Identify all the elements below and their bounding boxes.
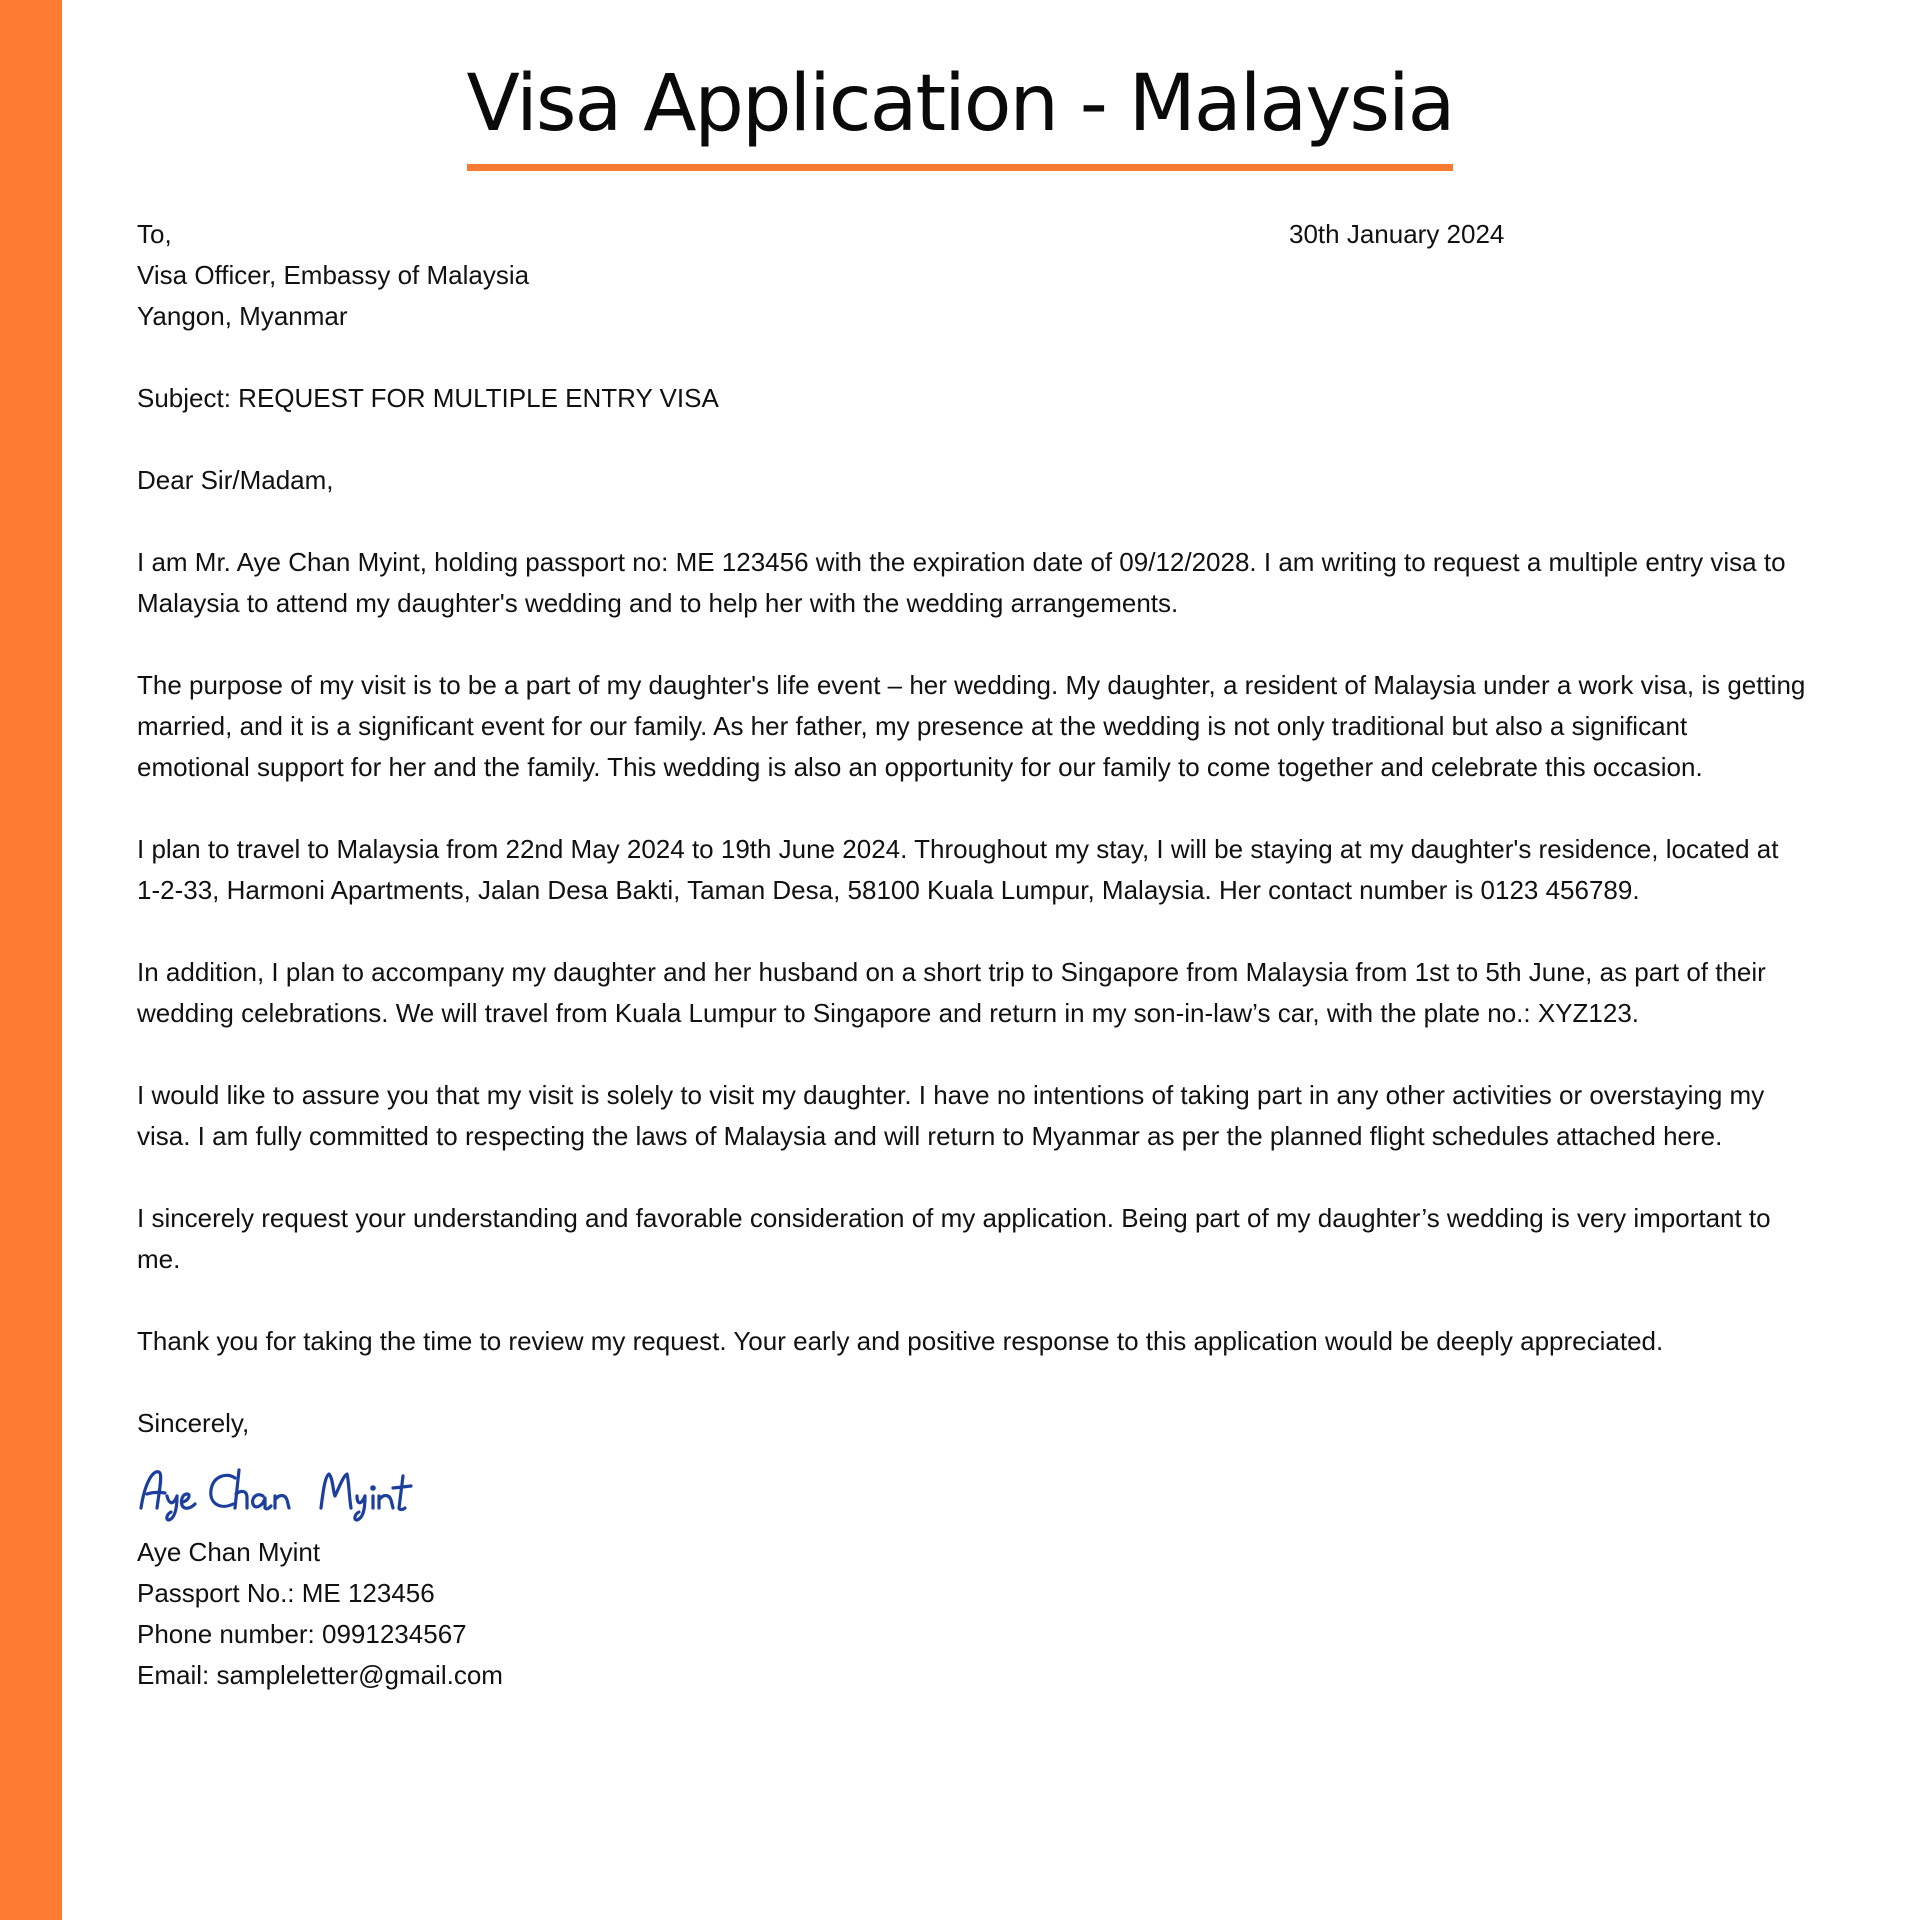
title-container — [0, 52, 1920, 171]
salutation: Dear Sir/Madam, — [137, 465, 334, 495]
paragraph-5: I would like to assure you that my visit is solely to visit my daughter. I have no intentions of taking part in any other activities or overstaying my visa. I am fully committed to respecting the laws of Malaysia and will return to Myanmar as per the planned flight schedules attached here. — [137, 1080, 1765, 1151]
recipient-to: To, — [137, 219, 172, 249]
paragraph-1: I am Mr. Aye Chan Myint, holding passport no: ME 123456 with the expiration date of 09/12/2028. I am writing to request a multiple entry visa to Malaysia to attend my daughter's wedding and to help her with the wedding arrangements. — [137, 547, 1786, 618]
paragraph-4: In addition, I plan to accompany my daughter and her husband on a short trip to Singapore from Malaysia from 1st to 5th June, as part of their wedding celebrations. We will travel from Kuala Lumpur to Singapore and return in my son-in-law’s car, with the plate no.: XYZ123. — [137, 957, 1766, 1028]
letter-body — [137, 214, 1807, 1696]
signer-passport: Passport No.: ME 123456 — [137, 1578, 435, 1608]
paragraph-3: I plan to travel to Malaysia from 22nd May 2024 to 19th June 2024. Throughout my stay, I will be staying at my daughter's residence, located at 1-2-33, Harmoni Apartments, Jalan Desa Bakti, Taman Desa, 58100 Kuala Lumpur, Malaysia. Her contact number is 0123 456789. — [137, 834, 1779, 905]
recipient-line-2: Yangon, Myanmar — [137, 301, 348, 331]
page-title: Visa Application - Malaysia — [467, 52, 1454, 171]
signer-phone: Phone number: 0991234567 — [137, 1619, 467, 1649]
paragraph-2: The purpose of my visit is to be a part of my daughter's life event – her wedding. My daughter, a resident of Malaysia under a work visa, is getting married, and it is a significant event for our family. As her father, my presence at the wedding is not only traditional but also a significant emotional support for her and the family. This wedding is also an opportunity for our family to come together and celebrate this occasion. — [137, 670, 1806, 782]
recipient-line-1: Visa Officer, Embassy of Malaysia — [137, 260, 530, 290]
recipient-block — [137, 214, 1807, 337]
paragraph-6: I sincerely request your understanding and favorable consideration of my application. Being part of my daughter’s wedding is very important to me. — [137, 1203, 1771, 1274]
handwritten-signature — [135, 1452, 455, 1524]
signer-name: Aye Chan Myint — [137, 1537, 321, 1567]
closing: Sincerely, — [137, 1408, 250, 1438]
signer-email: Email: sampleletter@gmail.com — [137, 1660, 503, 1690]
paragraph-7: Thank you for taking the time to review my request. Your early and positive response to this application would be deeply appreciated. — [137, 1326, 1664, 1356]
subject-line: Subject: REQUEST FOR MULTIPLE ENTRY VISA — [137, 383, 719, 413]
letter-date: 30th January 2024 — [1289, 219, 1505, 249]
left-accent-bar — [0, 0, 62, 1920]
